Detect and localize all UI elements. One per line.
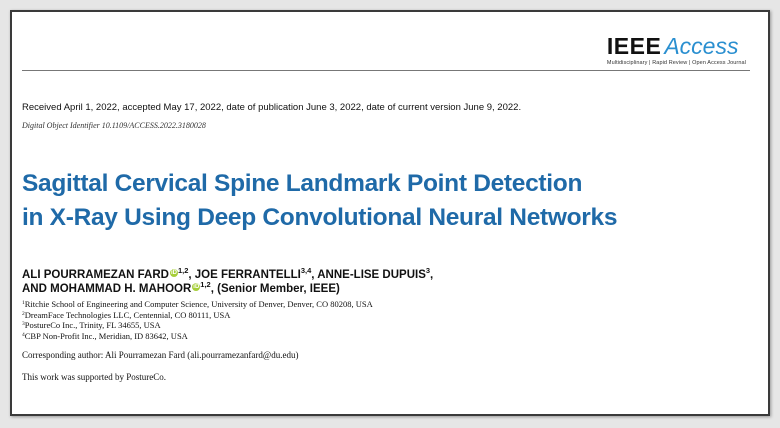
paper-page: [10, 10, 770, 416]
affiliation-item: $^4$CBP Non-Profit Inc., Meridian, ID 83642, USA: [22, 330, 188, 341]
author-membership: , (Senior Member, IEEE): [210, 283, 340, 295]
affiliation-list: [22, 299, 373, 341]
orcid-icon[interactable]: iD: [170, 270, 177, 276]
author-affil-sup: 3,4: [300, 266, 312, 275]
affiliation-item: $^3$PostureCo Inc., Trinity, FL 34655, USA: [22, 320, 161, 330]
affiliation-item: $^1$Ritchie School of Engineering and Computer Science, University of Denver, Denver, CO 80208, USA: [22, 299, 373, 309]
author-affil-sup: 3: [425, 266, 431, 275]
header-rule: [22, 70, 750, 71]
logo-access-text: Access: [664, 33, 739, 59]
logo-ieee-text: IEEE: [606, 33, 662, 59]
affiliation-item: $^2$DreamFace Technologies LLC, Centennial, CO 80111, USA: [22, 309, 231, 320]
paper-title: [22, 167, 617, 235]
orcid-icon[interactable]: iD: [193, 284, 200, 290]
author-name: ANNE-LISE DUPUIS: [317, 269, 426, 281]
title-line-1: Sagittal Cervical Spine Landmark Point Detection: [22, 170, 583, 197]
doi-line: Digital Object Identifier 10.1109/ACCESS.2022.3180028: [22, 121, 206, 130]
author-affil-sup: 1,2: [177, 266, 189, 275]
funding-note: This work was supported by PostureCo.: [22, 372, 166, 382]
author-list: ALI POURRAMEZAN FARD iD$^{1,2}$, JOE FERRANTELLI$^{3,4}$, ANNE-LISE DUPUIS$^3$, AND MOHAMMAD H. MAHOOR iD$^{1,2}$, (Senior Member, IEEE): [22, 266, 434, 295]
title-line-2: in X-Ray Using Deep Convolutional Neural Networks: [22, 204, 618, 231]
journal-logo: [607, 34, 746, 66]
author-name: ALI POURRAMEZAN FARD: [22, 269, 169, 281]
received-dates: Received April 1, 2022, accepted May 17, 2022, date of publication June 3, 2022, date of current version June 9, 2022.: [22, 102, 522, 113]
author-name: AND MOHAMMAD H. MAHOOR: [22, 283, 192, 295]
corresponding-author: Corresponding author: Ali Pourramezan Fard (ali.pourramezanfard@du.edu): [22, 350, 299, 360]
journal-tagline: Multidisciplinary | Rapid Review | Open Access Journal: [606, 60, 746, 66]
author-name: JOE FERRANTELLI: [194, 269, 301, 281]
author-affil-sup: 1,2: [200, 280, 211, 289]
